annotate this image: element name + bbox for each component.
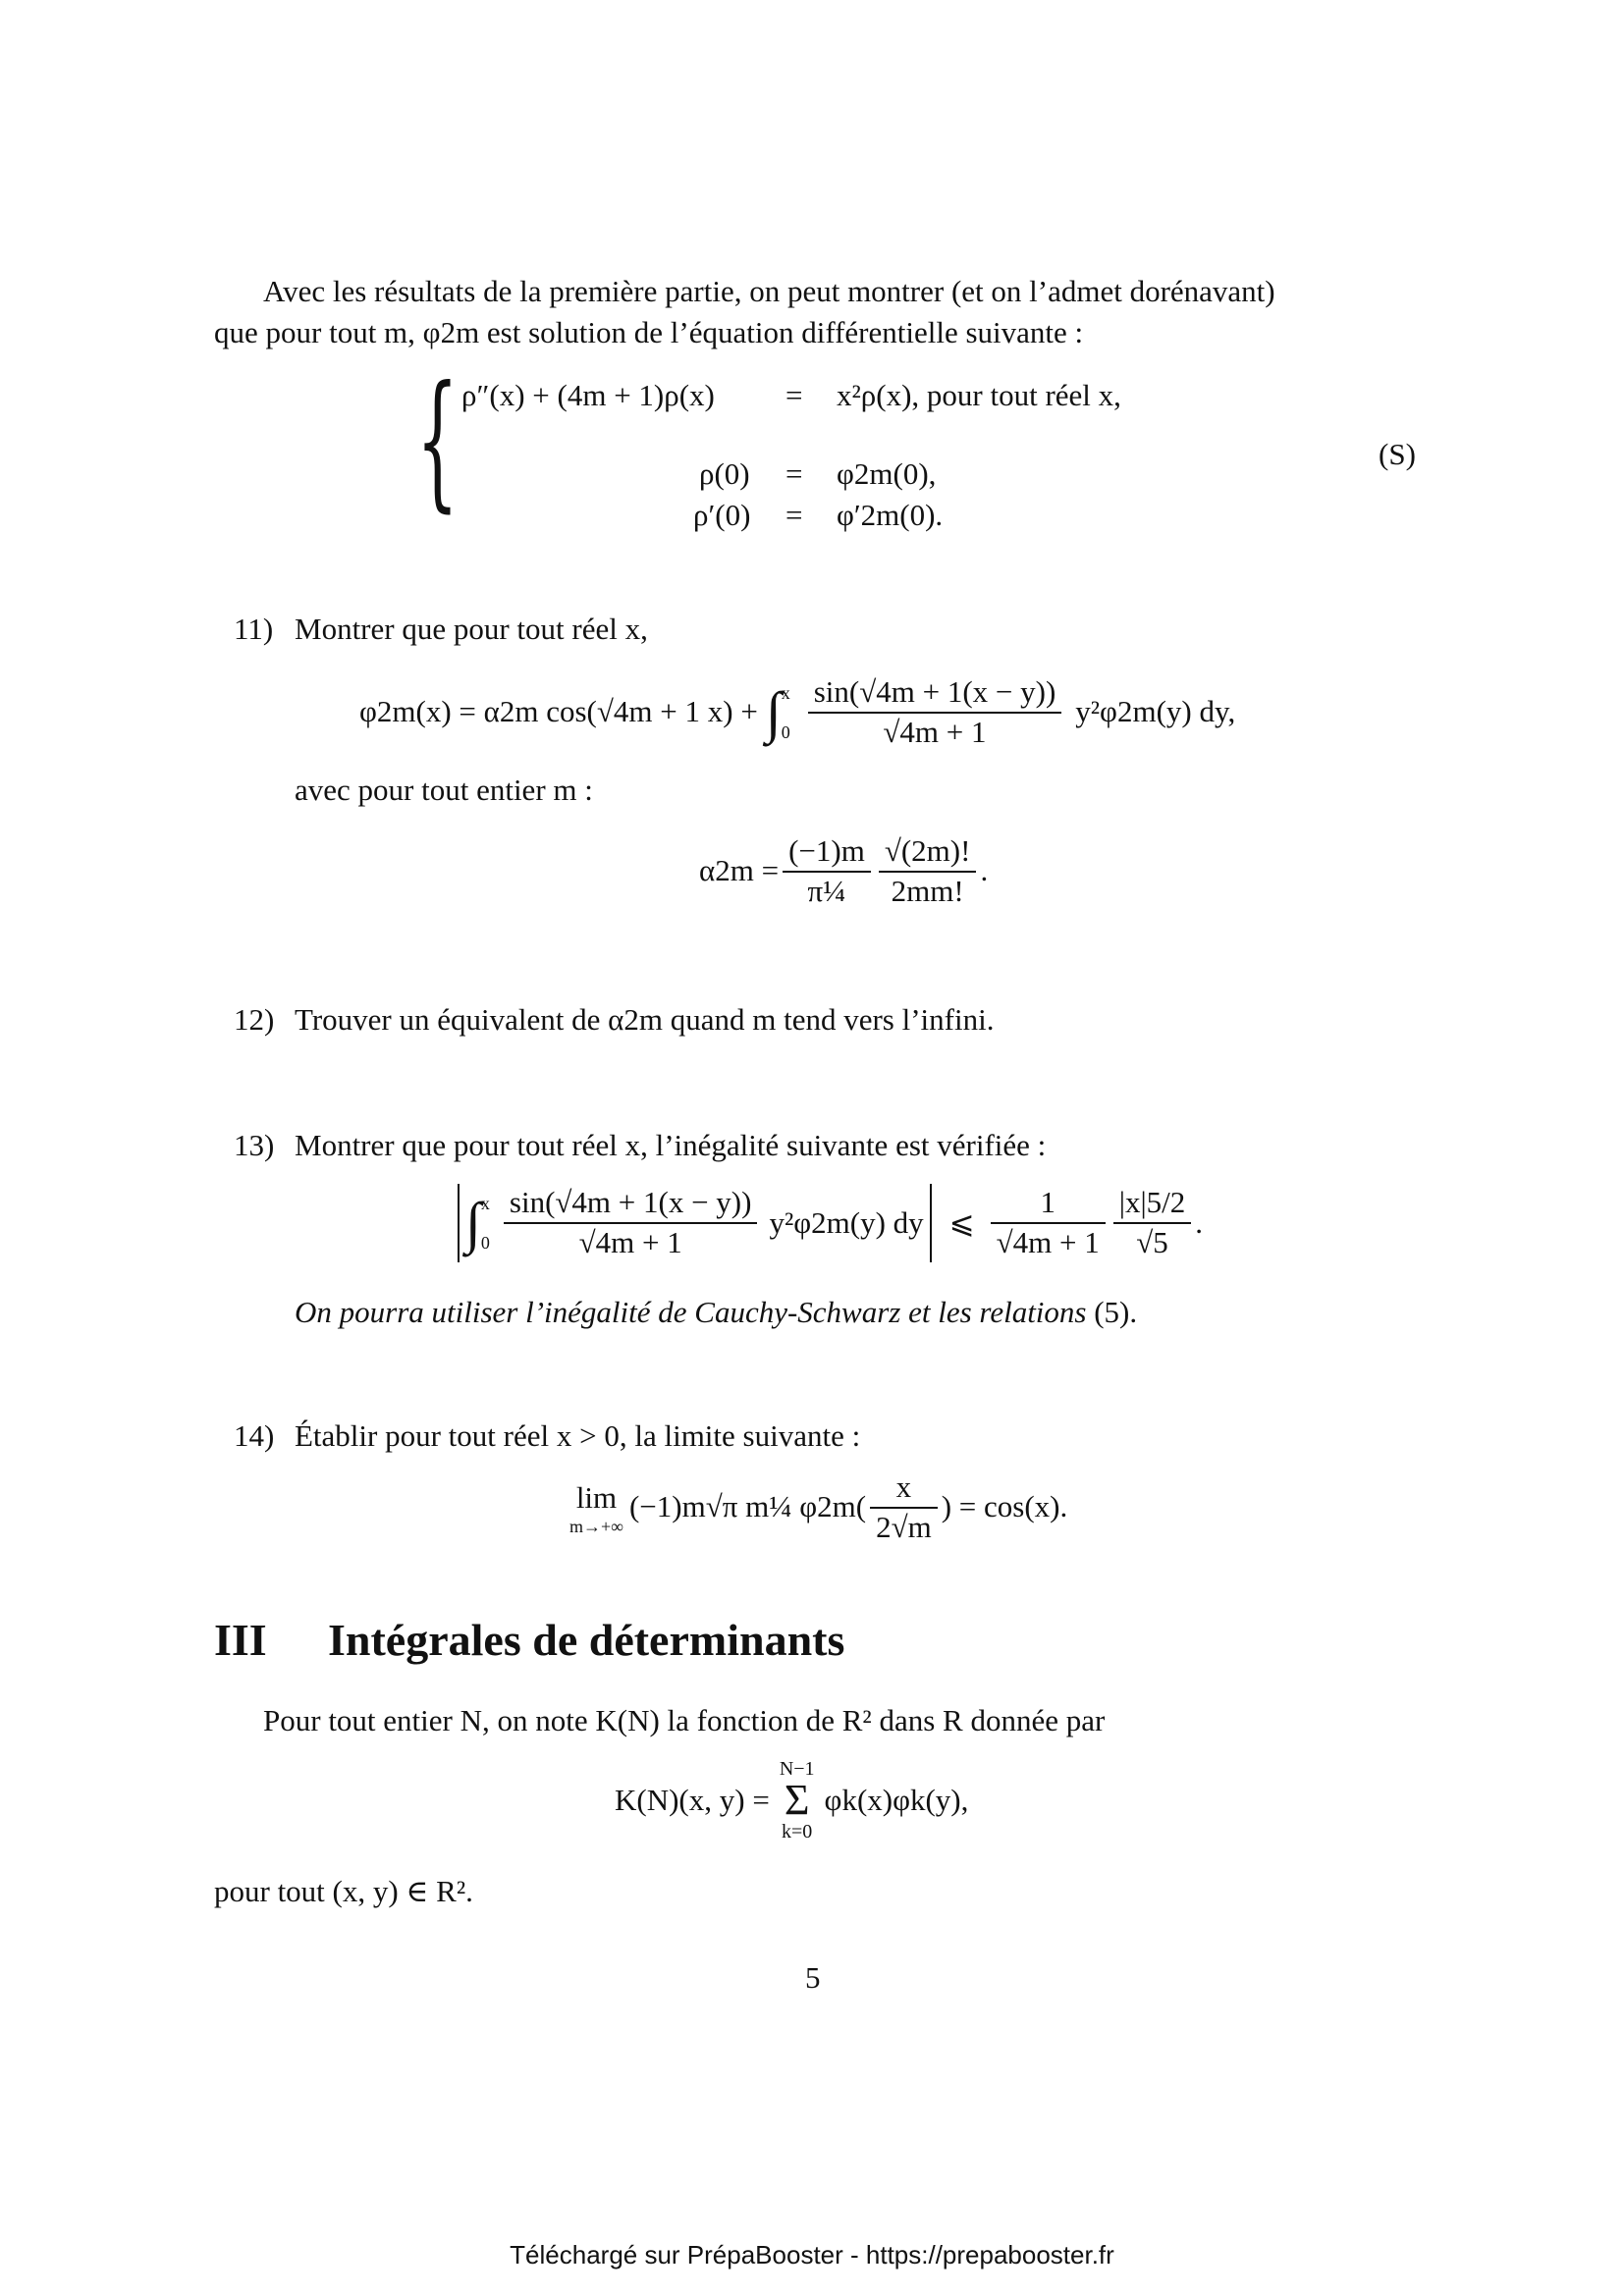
q11-alpha-den2: 2mm!: [891, 873, 964, 908]
q11-alpha-num1: (−1)m: [783, 832, 871, 873]
kernel-text: Pour tout entier N, on note K(N) la fonction de R² dans R donnée par: [263, 1703, 1106, 1737]
q14-text: Établir pour tout réel x > 0, la limite suivante :: [295, 1418, 861, 1453]
q13-text: Montrer que pour tout réel x, l’inégalité suivante est vérifiée :: [295, 1128, 1047, 1162]
q13-abs-left: [458, 1184, 460, 1262]
q11-int-lower: 0: [781, 721, 790, 742]
intro-line-2: que pour tout m, φ2m est solution de l’équation différentielle suivante :: [214, 315, 1084, 349]
q13-rhs-frac1: [991, 1184, 1106, 1262]
q13-int-upper: x: [480, 1194, 490, 1213]
q14-lim-sub: m→+∞: [569, 1517, 623, 1537]
system-tag: (S): [1379, 437, 1416, 471]
q11-text: Montrer que pour tout réel x,: [295, 612, 648, 646]
q13-fraction: [504, 1184, 758, 1262]
q13-rhs-frac2: [1113, 1184, 1192, 1262]
q12-text: Trouver un équivalent de α2m quand m tend vers l’infini.: [295, 1002, 995, 1037]
q14-lim: lim: [575, 1480, 618, 1516]
kernel-formula: [615, 1759, 968, 1842]
q11-after: avec pour tout entier m :: [295, 773, 593, 807]
q11-alpha-den1: π¼: [807, 873, 846, 908]
system-row3-right: φ′2m(0).: [837, 498, 944, 532]
q14-expr: (−1)m√π m¼ φ2m(: [628, 1489, 867, 1524]
kernel-sum-lower: k=0: [782, 1821, 813, 1842]
q11-formula: [359, 673, 1235, 752]
kernel-lhs: K(N)(x, y) =: [615, 1782, 770, 1817]
q13-integral-limits: [481, 1195, 490, 1252]
kernel-sum: [780, 1759, 815, 1842]
q14-lim-block: [569, 1479, 623, 1535]
q11-alpha-frac2: [879, 832, 977, 911]
q11-fraction: [808, 673, 1062, 752]
kernel-after: pour tout (x, y) ∈ R².: [214, 1874, 473, 1908]
q11-formula-tail: y²φ2m(y) dy,: [1075, 694, 1236, 729]
system-row2-right: φ2m(0),: [837, 456, 937, 491]
q11-alpha-frac1: [783, 832, 871, 911]
q11-integral-limits: [782, 684, 790, 741]
kernel-rhs: φk(x)φk(y),: [824, 1782, 969, 1817]
q13-hint-line: [295, 1294, 1137, 1332]
q13-rhs-num2: |x|5/2: [1113, 1184, 1192, 1224]
q11-alpha-end: .: [980, 853, 989, 888]
q11-alpha-formula: [699, 832, 988, 911]
q13-end: .: [1195, 1204, 1204, 1240]
q13-tail: y²φ2m(y) dy: [769, 1204, 924, 1240]
footer-download-note: Téléchargé sur PrépaBooster - https://prepabooster.fr: [510, 2240, 1114, 2269]
q13-int-lower: 0: [480, 1233, 490, 1253]
q11-int-upper: x: [781, 682, 790, 703]
q13-frac-num: sin(√4m + 1(x − y)): [504, 1184, 758, 1224]
q11-frac-den: √4m + 1: [883, 714, 987, 749]
q13-frac-den: √4m + 1: [578, 1225, 682, 1259]
q14-number: 14): [234, 1418, 275, 1453]
sum-icon: Σ: [784, 1776, 810, 1824]
q13-leq: ⩽: [948, 1204, 975, 1240]
section-title: Intégrales de déterminants: [328, 1615, 845, 1665]
q11-alpha-num2: √(2m)!: [879, 832, 977, 873]
section-number: III: [214, 1615, 267, 1665]
q13-rhs-den2: √5: [1136, 1225, 1168, 1259]
q14-frac-den: 2√m: [876, 1509, 932, 1544]
page-number: 5: [805, 1960, 821, 1995]
q12-number: 12): [234, 1002, 275, 1037]
q14-frac-num: x: [870, 1468, 938, 1509]
q13-inequality: [452, 1184, 1203, 1262]
system-row1-eq: =: [785, 378, 803, 412]
q11-integral-icon: ∫: [765, 679, 782, 744]
q13-rhs-den1: √4m + 1: [996, 1225, 1100, 1259]
q14-expr-end: ) = cos(x).: [941, 1489, 1068, 1524]
q11-number: 11): [234, 612, 274, 646]
q11-formula-lhs: φ2m(x) = α2m cos(√4m + 1 x) +: [359, 694, 758, 729]
system-row1-right: x²ρ(x), pour tout réel x,: [837, 378, 1121, 412]
kernel-sum-upper: N−1: [779, 1758, 815, 1780]
q13-rhs-num1: 1: [991, 1184, 1106, 1224]
system-brace: {: [416, 355, 459, 526]
q11-alpha-lhs: α2m =: [699, 853, 780, 888]
q13-hint-ref: (5).: [1094, 1295, 1138, 1329]
q11-frac-num: sin(√4m + 1(x − y)): [808, 673, 1062, 714]
system-row1-left: ρ″(x) + (4m + 1)ρ(x): [461, 378, 715, 412]
q14-fraction: [870, 1468, 938, 1547]
system-row2-left: ρ(0): [699, 456, 750, 491]
intro-line-1: Avec les résultats de la première partie, on peut montrer (et on l’admet dorénavant): [263, 274, 1275, 308]
q13-number: 13): [234, 1128, 275, 1162]
system-row2-eq: =: [785, 456, 803, 491]
q13-hint: On pourra utiliser l’inégalité de Cauchy-Schwarz et les relations: [295, 1295, 1087, 1329]
q13-abs-right: [930, 1184, 932, 1262]
system-row3-eq: =: [785, 498, 803, 532]
q13-integral-icon: ∫: [465, 1190, 481, 1255]
system-row3-left: ρ′(0): [693, 498, 751, 532]
q14-limit-formula: [569, 1468, 1067, 1547]
